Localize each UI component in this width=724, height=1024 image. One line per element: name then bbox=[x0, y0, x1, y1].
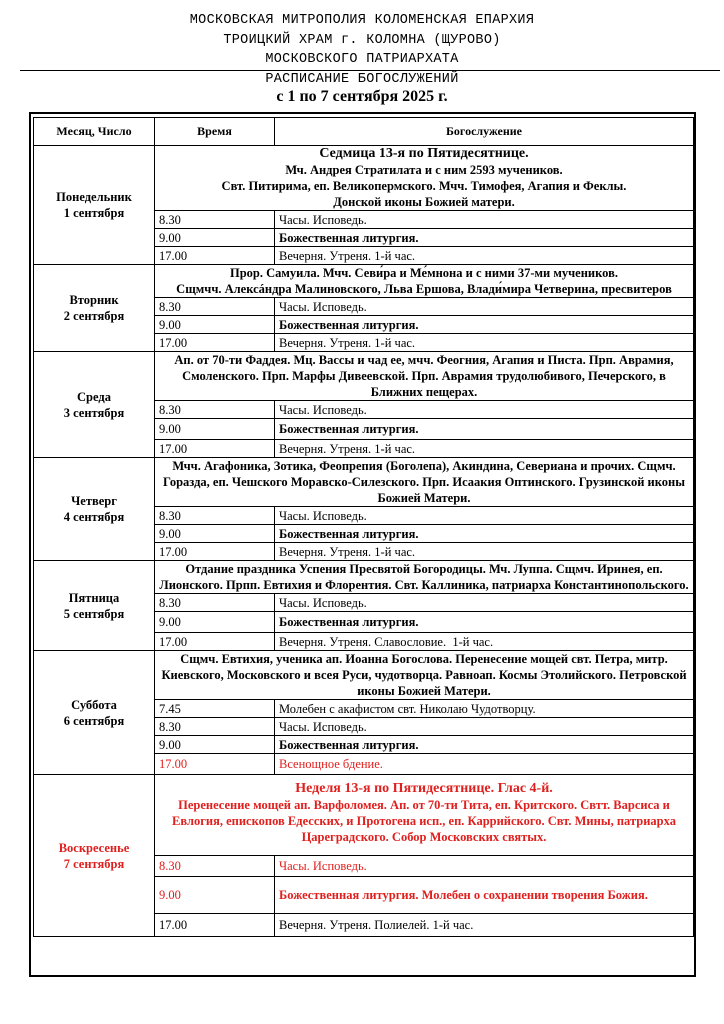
date: 3 сентября bbox=[63, 405, 125, 420]
service-text: Божественная литургия. bbox=[275, 736, 694, 754]
service-text: Божественная литургия. bbox=[275, 419, 694, 440]
service-time: 8.30 bbox=[155, 401, 275, 419]
service-time: 17.00 bbox=[155, 247, 275, 265]
day-cell bbox=[34, 146, 155, 265]
header-line-3: МОСКОВСКОГО ПАТРИАРХАТА bbox=[265, 52, 459, 67]
weekday: Воскресенье bbox=[58, 840, 130, 855]
feast-line: Мч. Андрея Стратилата и с ним 2593 мучеников. bbox=[285, 163, 563, 177]
weekday: Четверг bbox=[71, 494, 117, 508]
service-time: 8.30 bbox=[155, 507, 275, 525]
service-time: 17.00 bbox=[155, 334, 275, 352]
feast-line: Сщмч. Евтихия, ученика ап. Иоанна Богослова. Перенесение мощей свт. Петра, митр. Киевского, Московского и всея Руси, чудотворца. Равноап. Космы Этолийского. Петровской иконы Божией Матери. bbox=[161, 652, 687, 698]
weekday: Суббота bbox=[71, 697, 117, 712]
service-text: Вечерня. Утреня. 1-й час. bbox=[275, 247, 694, 265]
feast-line: Донской иконы Божией матери. bbox=[333, 195, 515, 209]
service-text: Часы. Исповедь. bbox=[275, 594, 694, 612]
service-time: 9.00 bbox=[155, 525, 275, 543]
day-cell bbox=[34, 352, 155, 458]
feast-cell bbox=[155, 458, 694, 507]
service-text: Часы. Исповедь. bbox=[275, 298, 694, 316]
service-text: Божественная литургия. bbox=[275, 316, 694, 334]
service-time: 8.30 bbox=[155, 211, 275, 229]
service-text: Вечерня. Утреня. 1-й час. bbox=[275, 543, 694, 561]
feast-title: Неделя 13-я по Пятидесятнице. Глас 4-й. bbox=[295, 781, 553, 796]
day-block-friday bbox=[34, 561, 694, 651]
service-text: Вечерня. Утреня. 1-й час. bbox=[275, 334, 694, 352]
service-text: Божественная литургия. bbox=[275, 525, 694, 543]
service-time: 9.00 bbox=[155, 316, 275, 334]
col-header-service: Богослужение bbox=[275, 118, 694, 146]
weekday: Вторник bbox=[69, 293, 119, 307]
feast-cell bbox=[155, 146, 694, 211]
day-cell bbox=[34, 265, 155, 352]
day-block-wednesday bbox=[34, 352, 694, 458]
col-header-day: Месяц, Число bbox=[34, 118, 155, 146]
service-time: 9.00 bbox=[155, 419, 275, 440]
table-header-row bbox=[34, 118, 694, 146]
service-text: Вечерня. Утреня. 1-й час. bbox=[275, 440, 694, 458]
service-time: 9.00 bbox=[155, 612, 275, 633]
day-cell bbox=[34, 458, 155, 561]
feast-cell bbox=[155, 352, 694, 401]
date: 7 сентября bbox=[63, 856, 125, 871]
feast-title: Седмица 13-я по Пятидесятнице. bbox=[319, 146, 529, 161]
weekday: Среда bbox=[77, 389, 111, 404]
day-block-saturday bbox=[34, 651, 694, 775]
day-cell bbox=[34, 775, 155, 937]
service-time: 17.00 bbox=[155, 440, 275, 458]
date: 2 сентября bbox=[63, 309, 125, 323]
feast-cell bbox=[155, 265, 694, 298]
service-text: Божественная литургия. Молебен о сохранении творения Божия. bbox=[275, 877, 694, 914]
header-line-1: МОСКОВСКАЯ МИТРОПОЛИЯ КОЛОМЕНСКАЯ ЕПАРХИЯ bbox=[189, 13, 535, 28]
feast-line: Отдание праздника Успения Пресвятой Богородицы. Мч. Луппа. Сщмч. Иринея, еп. Лионского. Прпп. Евтихия и Флорентия. Свт. Каллиника, патриарха Константинопольского. bbox=[159, 562, 689, 592]
day-cell bbox=[34, 651, 155, 775]
service-text: Вечерня. Утреня. Полиелей. 1-й час. bbox=[275, 914, 694, 937]
feast-cell bbox=[155, 775, 694, 856]
service-text: Молебен с акафистом свт. Николаю Чудотворцу. bbox=[275, 700, 694, 718]
service-time: 17.00 bbox=[155, 754, 275, 775]
feast-line: Свт. Питирима, еп. Великопермского. Мчч. Тимофея, Агапия и Феклы. bbox=[221, 179, 627, 193]
service-time: 8.30 bbox=[155, 718, 275, 736]
service-time: 9.00 bbox=[155, 877, 275, 914]
service-text: Часы. Исповедь. bbox=[275, 718, 694, 736]
feast-line: Перенесение мощей ап. Варфоломея. Ап. от 70-ти Тита, еп. Критского. Свтт. Варсиса и Евлогия, епископов Едесских, и Протогена исп., еп. Каррийского. Свт. Мины, патриарха Цареградского. Собор Московских святых. bbox=[172, 798, 676, 844]
feast-cell bbox=[155, 561, 694, 594]
weekday: Пятница bbox=[68, 590, 120, 605]
service-time: 8.30 bbox=[155, 298, 275, 316]
feast-cell bbox=[155, 651, 694, 700]
feast-line: Сщмчч. Алексáндра Малиновского, Льва Ершова, Влади́мира Четверина, пресвитеров bbox=[176, 282, 672, 296]
service-text: Божественная литургия. bbox=[275, 612, 694, 633]
feast-line: Прор. Самуила. Мчч. Севи́ра и Ме́мнона и с ними 37-ми мучеников. bbox=[230, 266, 618, 280]
service-time: 8.30 bbox=[155, 856, 275, 877]
service-time: 7.45 bbox=[155, 700, 275, 718]
service-time: 17.00 bbox=[155, 633, 275, 651]
day-cell bbox=[34, 561, 155, 651]
schedule-table bbox=[33, 117, 694, 937]
service-time: 9.00 bbox=[155, 736, 275, 754]
col-header-time: Время bbox=[155, 118, 275, 146]
day-block-sunday bbox=[34, 775, 694, 937]
service-time: 8.30 bbox=[155, 594, 275, 612]
service-text: Часы. Исповедь. bbox=[275, 211, 694, 229]
service-text: Часы. Исповедь. bbox=[275, 856, 694, 877]
weekday: Понедельник bbox=[56, 190, 132, 204]
date: 4 сентября bbox=[63, 510, 125, 524]
day-block-tuesday bbox=[34, 265, 694, 352]
feast-line: Мчч. Агафоника, Зотика, Феопрепия (Боголепа), Акиндина, Севериана и прочих. Сщмч. Горазда, еп. Чешского Моравско-Силезского. Прп. Исаакия Оптинского. Грузинской иконы Божией Матери. bbox=[162, 459, 686, 505]
service-time: 17.00 bbox=[155, 914, 275, 937]
day-block-monday bbox=[34, 146, 694, 265]
service-text: Вечерня. Утреня. Славословие. 1-й час. bbox=[275, 633, 694, 651]
service-time: 17.00 bbox=[155, 543, 275, 561]
date: 1 сентября bbox=[63, 206, 125, 220]
header-line-4: РАСПИСАНИЕ БОГОСЛУЖЕНИЙ bbox=[265, 72, 459, 87]
service-text: Часы. Исповедь. bbox=[275, 507, 694, 525]
header-line-2: ТРОИЦКИЙ ХРАМ г. КОЛОМНА (ЩУРОВО) bbox=[223, 33, 501, 48]
service-text: Часы. Исповедь. bbox=[275, 401, 694, 419]
date: 6 сентября bbox=[63, 713, 125, 728]
service-text: Божественная литургия. bbox=[275, 229, 694, 247]
service-text: Всенощное бдение. bbox=[275, 754, 694, 775]
date: 5 сентября bbox=[63, 606, 125, 621]
service-time: 9.00 bbox=[155, 229, 275, 247]
day-block-thursday bbox=[34, 458, 694, 561]
feast-line: Ап. от 70-ти Фаддея. Мц. Вассы и чад ее, мчч. Феогния, Агапия и Писта. Прп. Аврамия, Смоленского. Прп. Марфы Дивеевской. Прп. Аврамия трудолюбивого, Печерского, в Ближних пещерах. bbox=[174, 353, 674, 399]
schedule-dates: с 1 по 7 сентября 2025 г. bbox=[276, 88, 448, 105]
